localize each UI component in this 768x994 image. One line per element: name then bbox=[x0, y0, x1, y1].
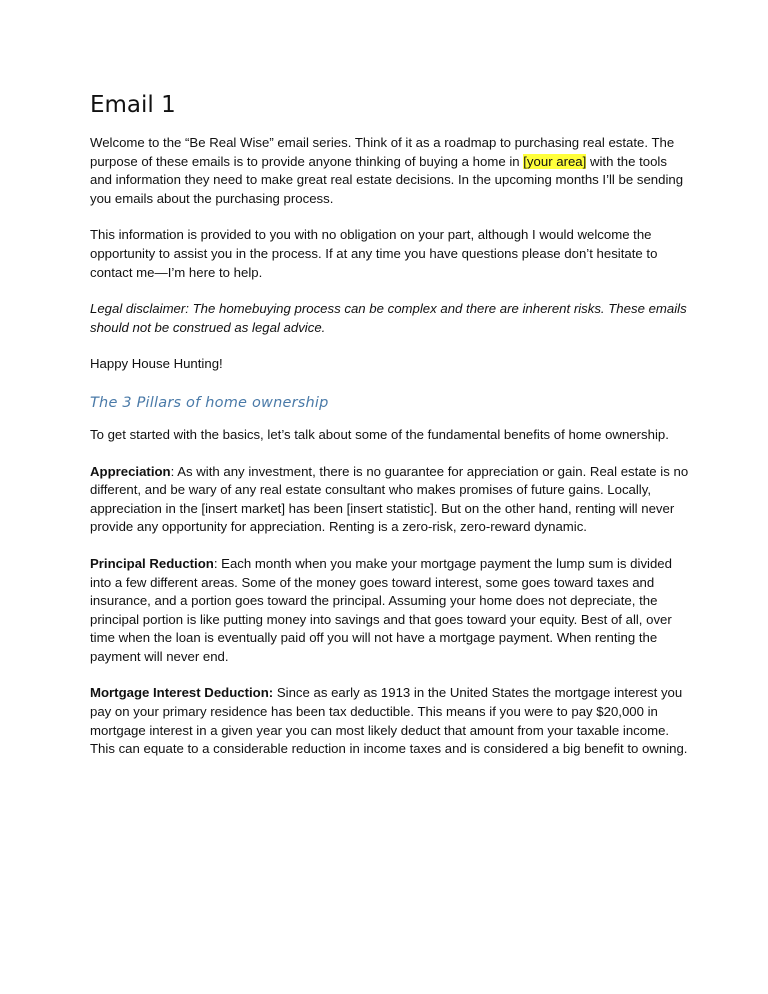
info-paragraph: This information is provided to you with no obligation on your part, although I would welcome the opportunity to assist you in the process. If at any time you have questions please don’t hesitate to contact me—I’m here to help. bbox=[90, 227, 658, 280]
pillar-text: Since as early as 1913 in the United States the mortgage interest you pay on your primary residence has been tax deductible. This means if you were to pay $20,000 in mortgage interest in a given year you can most likely deduct that amount from your taxable income. This can equate to a considerable reduction in income taxes and is considered a big benefit to owning. bbox=[90, 685, 688, 757]
pillar-mortgage-interest bbox=[90, 684, 690, 758]
pillar-label: Principal Reduction bbox=[90, 555, 214, 571]
pillar-text: Each month when you make your mortgage payment the lump sum is divided into a few different areas. Some of the money goes toward interest, some goes toward taxes and insurance, and a portion goes toward the principal. Assuming your home does not depreciate, the principal portion is like putting money into savings and that goes toward your equity. Best of all, over time when the loan is eventually paid off you will not have a mortgage payment. When renting the payment will never end. bbox=[90, 555, 672, 664]
pillar-text: As with any investment, there is no guarantee for appreciation or gain. Real estate is no different, and be wary of any real estate consultant who makes promises of future gains. Locally, appreciation in the [insert market] has been [insert statistic]. But on the other hand, renting will never provide any opportunity for appreciation. Renting is a zero-risk, zero-reward dynamic. bbox=[90, 463, 689, 535]
pillar-label: Appreciation bbox=[90, 463, 171, 479]
intro-text-1: Welcome to the “Be Real Wise” email series. Think of it as a roadmap to purchasing real estate. The purpose of these emails is to provide anyone thinking of buying a home in bbox=[90, 135, 675, 169]
highlighted-placeholder: [your area] bbox=[523, 153, 587, 169]
pillar-principal-reduction bbox=[90, 555, 690, 667]
legal-disclaimer: Legal disclaimer: The homebuying process can be complex and there are inherent risks. These emails should not be construed as legal advice. bbox=[90, 301, 687, 335]
section-heading: The 3 Pillars of home ownership bbox=[90, 394, 329, 411]
pillar-separator: : bbox=[213, 555, 222, 571]
pillar-separator: : bbox=[170, 463, 178, 479]
section-intro: To get started with the basics, let’s talk about some of the fundamental benefits of home ownership. bbox=[90, 426, 669, 442]
intro-text-2: with the tools and information they need to make great real estate decisions. In the upcoming months I’ll be sending you emails about the purchasing process. bbox=[90, 153, 684, 206]
signoff: Happy House Hunting! bbox=[90, 356, 223, 372]
pillar-appreciation bbox=[90, 463, 690, 537]
pillar-label: Mortgage Interest Deduction: bbox=[90, 685, 274, 701]
document-page bbox=[90, 88, 690, 777]
intro-paragraph bbox=[90, 134, 690, 208]
document-title: Email 1 bbox=[90, 92, 176, 118]
